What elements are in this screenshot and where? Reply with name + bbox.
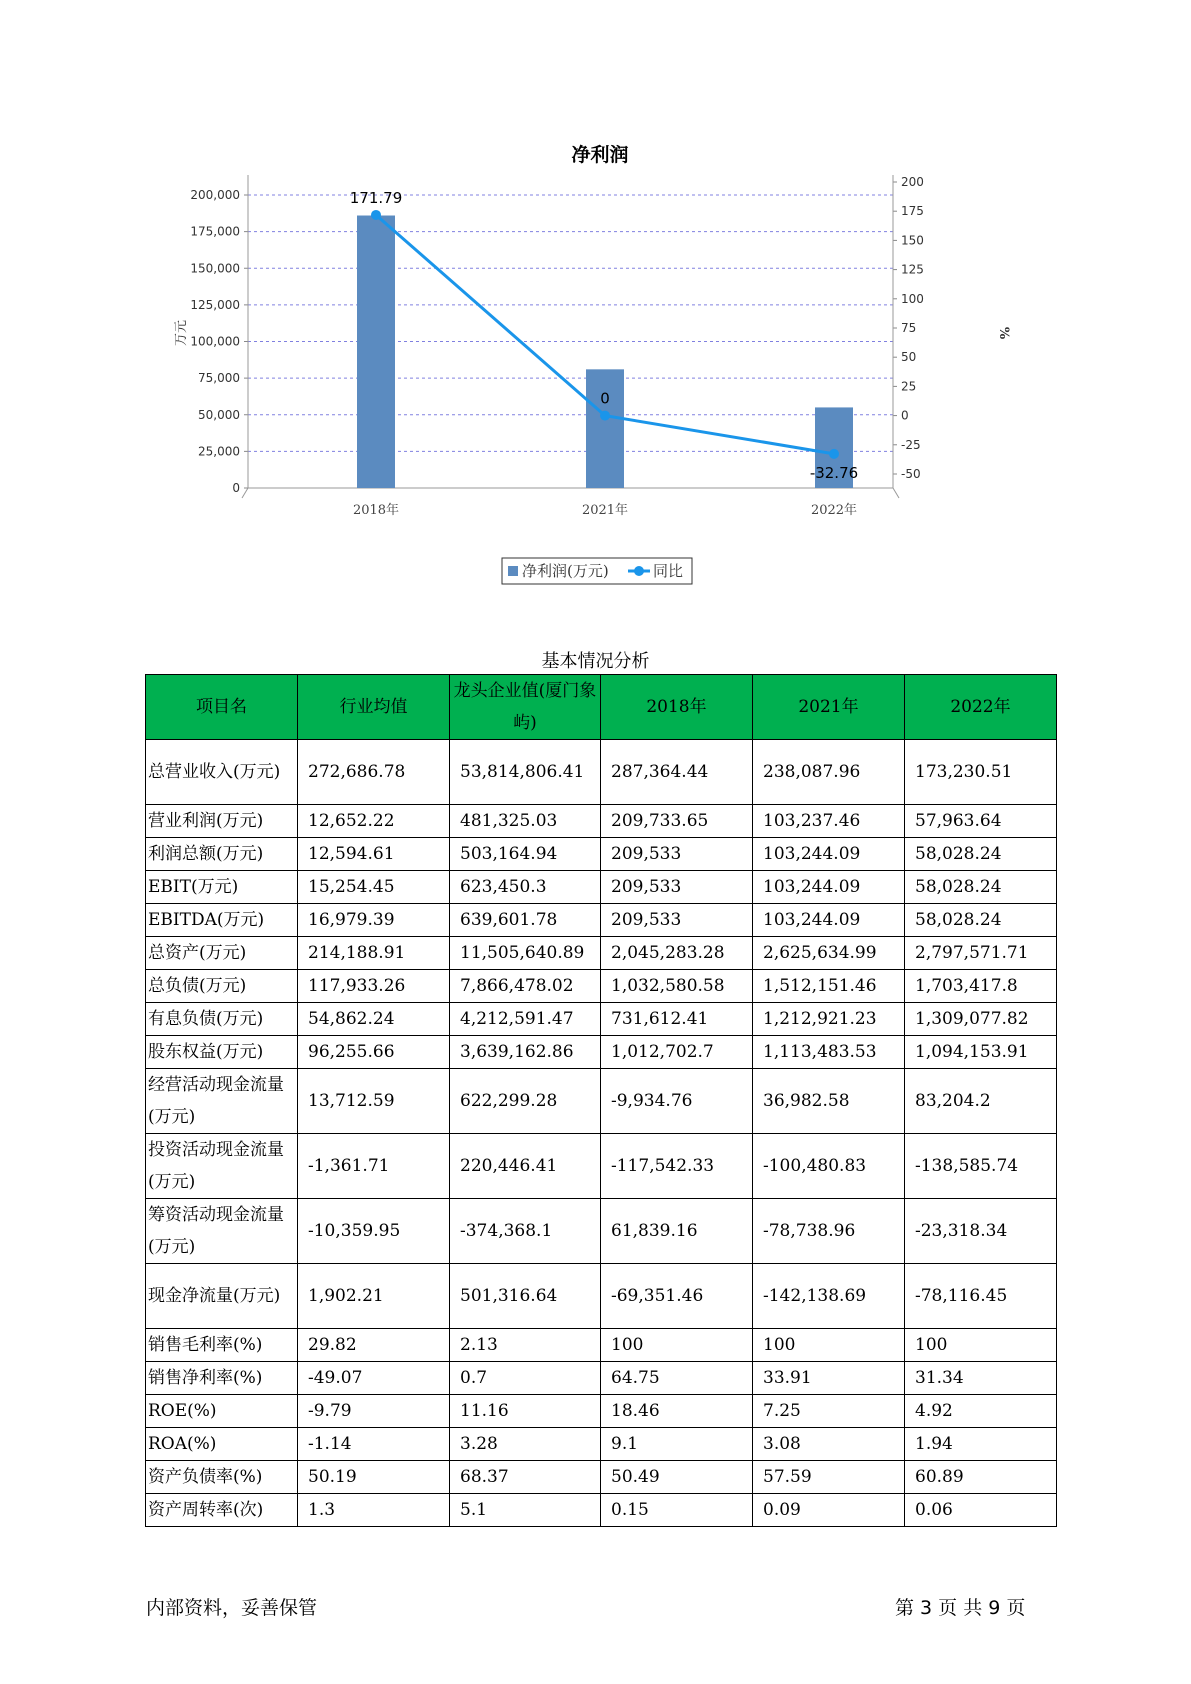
row-label: 经营活动现金流量(万元): [146, 1069, 298, 1134]
row-label: 现金净流量(万元): [146, 1264, 298, 1329]
table-cell: -1,361.71: [298, 1134, 450, 1199]
table-cell: 18.46: [601, 1395, 753, 1428]
data-label: 0: [600, 389, 610, 408]
table-cell: 0.09: [753, 1494, 905, 1527]
page-number: 第 3 页 共 9 页: [895, 1597, 1026, 1619]
y-tick-label: 200,000: [190, 188, 240, 202]
y2-tick-label: -50: [901, 466, 921, 481]
y2-tick-label: 175: [901, 204, 924, 219]
table-row: [146, 1461, 1057, 1494]
table-cell: -23,318.34: [905, 1199, 1057, 1264]
table-cell: 3.08: [753, 1428, 905, 1461]
table-cell: 100: [905, 1329, 1057, 1362]
chart-title: 净利润: [571, 144, 629, 166]
y2-tick-label: 25: [901, 379, 917, 394]
x-tick-label: 2021年: [581, 503, 629, 518]
table-cell: 209,533: [601, 871, 753, 904]
table-cell: -117,542.33: [601, 1134, 753, 1199]
row-label: EBIT(万元): [146, 871, 298, 904]
table-cell: 1,113,483.53: [753, 1036, 905, 1069]
row-label: 资产负债率(%): [146, 1461, 298, 1494]
table-row: [146, 871, 1057, 904]
row-label: 投资活动现金流量(万元): [146, 1134, 298, 1199]
table-cell: 209,733.65: [601, 805, 753, 838]
table-cell: 11.16: [450, 1395, 601, 1428]
y2-tick-label: 125: [901, 262, 924, 277]
table-cell: 1,512,151.46: [753, 970, 905, 1003]
table-cell: -78,116.45: [905, 1264, 1057, 1329]
table-cell: 501,316.64: [450, 1264, 601, 1329]
row-label: EBITDA(万元): [146, 904, 298, 937]
table-row: [146, 1036, 1057, 1069]
table-row: [146, 1428, 1057, 1461]
table-cell: 173,230.51: [905, 740, 1057, 805]
table-row: [146, 805, 1057, 838]
table-cell: 83,204.2: [905, 1069, 1057, 1134]
table-row: [146, 1003, 1057, 1036]
table-cell: 29.82: [298, 1329, 450, 1362]
y-tick-label: 50,000: [198, 407, 240, 422]
table-cell: 622,299.28: [450, 1069, 601, 1134]
table-cell: -100,480.83: [753, 1134, 905, 1199]
row-label: 利润总额(万元): [146, 838, 298, 871]
table-cell: 2,045,283.28: [601, 937, 753, 970]
table-cell: 5.1: [450, 1494, 601, 1527]
table-cell: 238,087.96: [753, 740, 905, 805]
table-cell: 12,594.61: [298, 838, 450, 871]
table-cell: 1,703,417.8: [905, 970, 1057, 1003]
line-point: [600, 411, 610, 421]
y2-tick-label: -25: [901, 437, 921, 452]
table-cell: 3,639,162.86: [450, 1036, 601, 1069]
row-label: 总营业收入(万元): [146, 740, 298, 805]
footer-note: 内部资料，妥善保管: [146, 1597, 318, 1619]
table-cell: 57.59: [753, 1461, 905, 1494]
y2-tick-label: 50: [901, 350, 917, 365]
table-cell: 54,862.24: [298, 1003, 450, 1036]
row-label: 资产周转率(次): [146, 1494, 298, 1527]
table-cell: 1,212,921.23: [753, 1003, 905, 1036]
table-cell: 11,505,640.89: [450, 937, 601, 970]
table-cell: 100: [753, 1329, 905, 1362]
table-cell: -9.79: [298, 1395, 450, 1428]
table-cell: 220,446.41: [450, 1134, 601, 1199]
table-cell: 7,866,478.02: [450, 970, 601, 1003]
header-cell: 行业均值: [298, 675, 450, 740]
table-cell: 12,652.22: [298, 805, 450, 838]
table-row: [146, 1494, 1057, 1527]
y2-tick-label: 150: [901, 233, 924, 248]
table-cell: 0.7: [450, 1362, 601, 1395]
table-cell: 100: [601, 1329, 753, 1362]
table-cell: 60.89: [905, 1461, 1057, 1494]
table-cell: 209,533: [601, 838, 753, 871]
header-cell: 2022年: [905, 675, 1057, 740]
table-cell: 7.25: [753, 1395, 905, 1428]
table-cell: 1,032,580.58: [601, 970, 753, 1003]
y-tick-label: 175,000: [190, 224, 240, 239]
table-cell: 1,902.21: [298, 1264, 450, 1329]
legend-swatch-point: [634, 566, 644, 576]
table-cell: 103,244.09: [753, 871, 905, 904]
table-row: [146, 1329, 1057, 1362]
axis-corner: [893, 488, 899, 498]
data-label: -32.76: [809, 463, 859, 482]
table-row: [146, 1264, 1057, 1329]
table-cell: 96,255.66: [298, 1036, 450, 1069]
y2-tick-label: 75: [901, 320, 917, 335]
table-cell: 33.91: [753, 1362, 905, 1395]
y-tick-label: 100,000: [190, 334, 240, 349]
chart-legend: [502, 558, 692, 584]
table-cell: 36,982.58: [753, 1069, 905, 1134]
table-cell: 2.13: [450, 1329, 601, 1362]
table-cell: -142,138.69: [753, 1264, 905, 1329]
y-axis-label: 万元: [174, 319, 189, 347]
table-cell: 50.19: [298, 1461, 450, 1494]
x-tick-label: 2018年: [352, 503, 400, 518]
table-cell: 639,601.78: [450, 904, 601, 937]
table-cell: -69,351.46: [601, 1264, 753, 1329]
table-cell: 58,028.24: [905, 871, 1057, 904]
table-cell: 13,712.59: [298, 1069, 450, 1134]
table-cell: -9,934.76: [601, 1069, 753, 1134]
table-cell: 731,612.41: [601, 1003, 753, 1036]
line-point: [829, 449, 839, 459]
table-cell: 103,244.09: [753, 904, 905, 937]
table-cell: 58,028.24: [905, 904, 1057, 937]
table-row: [146, 740, 1057, 805]
table-cell: 1.3: [298, 1494, 450, 1527]
table-cell: 214,188.91: [298, 937, 450, 970]
table-cell: 31.34: [905, 1362, 1057, 1395]
legend-label: 净利润(万元): [522, 562, 609, 580]
table-cell: 58,028.24: [905, 838, 1057, 871]
table-caption: 基本情况分析: [541, 651, 650, 672]
table-cell: 68.37: [450, 1461, 601, 1494]
header-cell: 2021年: [753, 675, 905, 740]
legend-swatch-bar: [508, 566, 518, 576]
table-cell: 4.92: [905, 1395, 1057, 1428]
basic-analysis-table: [145, 674, 1057, 1527]
header-cell: 龙头企业值(厦门象屿): [450, 675, 601, 740]
table-row: [146, 1395, 1057, 1428]
table-cell: 103,237.46: [753, 805, 905, 838]
table-cell: 1,012,702.7: [601, 1036, 753, 1069]
row-label: ROA(%): [146, 1428, 298, 1461]
table-cell: 0.15: [601, 1494, 753, 1527]
table-row: [146, 838, 1057, 871]
bar: [586, 369, 624, 488]
header-cell: 2018年: [601, 675, 753, 740]
row-label: 有息负债(万元): [146, 1003, 298, 1036]
table-row: [146, 1069, 1057, 1134]
table-cell: -10,359.95: [298, 1199, 450, 1264]
table-cell: 481,325.03: [450, 805, 601, 838]
y-tick-label: 125,000: [190, 297, 240, 312]
table-cell: 4,212,591.47: [450, 1003, 601, 1036]
table-row: [146, 904, 1057, 937]
header-cell: 项目名: [146, 675, 298, 740]
table-cell: 15,254.45: [298, 871, 450, 904]
net-profit-chart: [0, 0, 1191, 600]
table-cell: 16,979.39: [298, 904, 450, 937]
y2-axis-label: %: [996, 326, 1011, 340]
y-tick-label: 150,000: [190, 261, 240, 276]
row-label: 总负债(万元): [146, 970, 298, 1003]
data-label: 171.79: [349, 188, 403, 207]
line-point: [371, 210, 381, 220]
row-label: 销售净利率(%): [146, 1362, 298, 1395]
table-cell: 9.1: [601, 1428, 753, 1461]
y-tick-label: 25,000: [198, 444, 240, 459]
table-cell: 117,933.26: [298, 970, 450, 1003]
axis-corner: [242, 488, 248, 498]
table-cell: -49.07: [298, 1362, 450, 1395]
table-cell: -138,585.74: [905, 1134, 1057, 1199]
table-header-row: [146, 675, 1057, 740]
table-row: [146, 1134, 1057, 1199]
table-cell: 287,364.44: [601, 740, 753, 805]
table-row: [146, 1362, 1057, 1395]
table-cell: 623,450.3: [450, 871, 601, 904]
table-cell: 64.75: [601, 1362, 753, 1395]
row-label: ROE(%): [146, 1395, 298, 1428]
table-cell: -1.14: [298, 1428, 450, 1461]
table-cell: 3.28: [450, 1428, 601, 1461]
chart-bars: [357, 216, 853, 488]
chart-gridlines: [248, 195, 893, 451]
table-cell: 2,797,571.71: [905, 937, 1057, 970]
y-tick-label: 0: [232, 481, 240, 495]
row-label: 筹资活动现金流量(万元): [146, 1199, 298, 1264]
table-cell: 1,094,153.91: [905, 1036, 1057, 1069]
table-cell: 53,814,806.41: [450, 740, 601, 805]
table-cell: 50.49: [601, 1461, 753, 1494]
table-cell: -374,368.1: [450, 1199, 601, 1264]
table-cell: 1.94: [905, 1428, 1057, 1461]
x-tick-label: 2022年: [810, 503, 858, 518]
table-cell: 57,963.64: [905, 805, 1057, 838]
table-cell: 503,164.94: [450, 838, 601, 871]
table-cell: 2,625,634.99: [753, 937, 905, 970]
table-cell: -78,738.96: [753, 1199, 905, 1264]
table-cell: 61,839.16: [601, 1199, 753, 1264]
table-cell: 272,686.78: [298, 740, 450, 805]
row-label: 营业利润(万元): [146, 805, 298, 838]
y-tick-label: 75,000: [198, 371, 240, 386]
bar: [357, 216, 395, 488]
table-cell: 0.06: [905, 1494, 1057, 1527]
table-cell: 103,244.09: [753, 838, 905, 871]
legend-label: 同比: [653, 562, 684, 580]
table-row: [146, 937, 1057, 970]
row-label: 总资产(万元): [146, 937, 298, 970]
table-cell: 209,533: [601, 904, 753, 937]
table-row: [146, 1199, 1057, 1264]
y2-tick-label: 200: [901, 175, 924, 189]
row-label: 销售毛利率(%): [146, 1329, 298, 1362]
row-label: 股东权益(万元): [146, 1036, 298, 1069]
table-row: [146, 970, 1057, 1003]
table-cell: 1,309,077.82: [905, 1003, 1057, 1036]
y2-tick-label: 100: [901, 291, 924, 306]
y2-tick-label: 0: [901, 408, 909, 423]
